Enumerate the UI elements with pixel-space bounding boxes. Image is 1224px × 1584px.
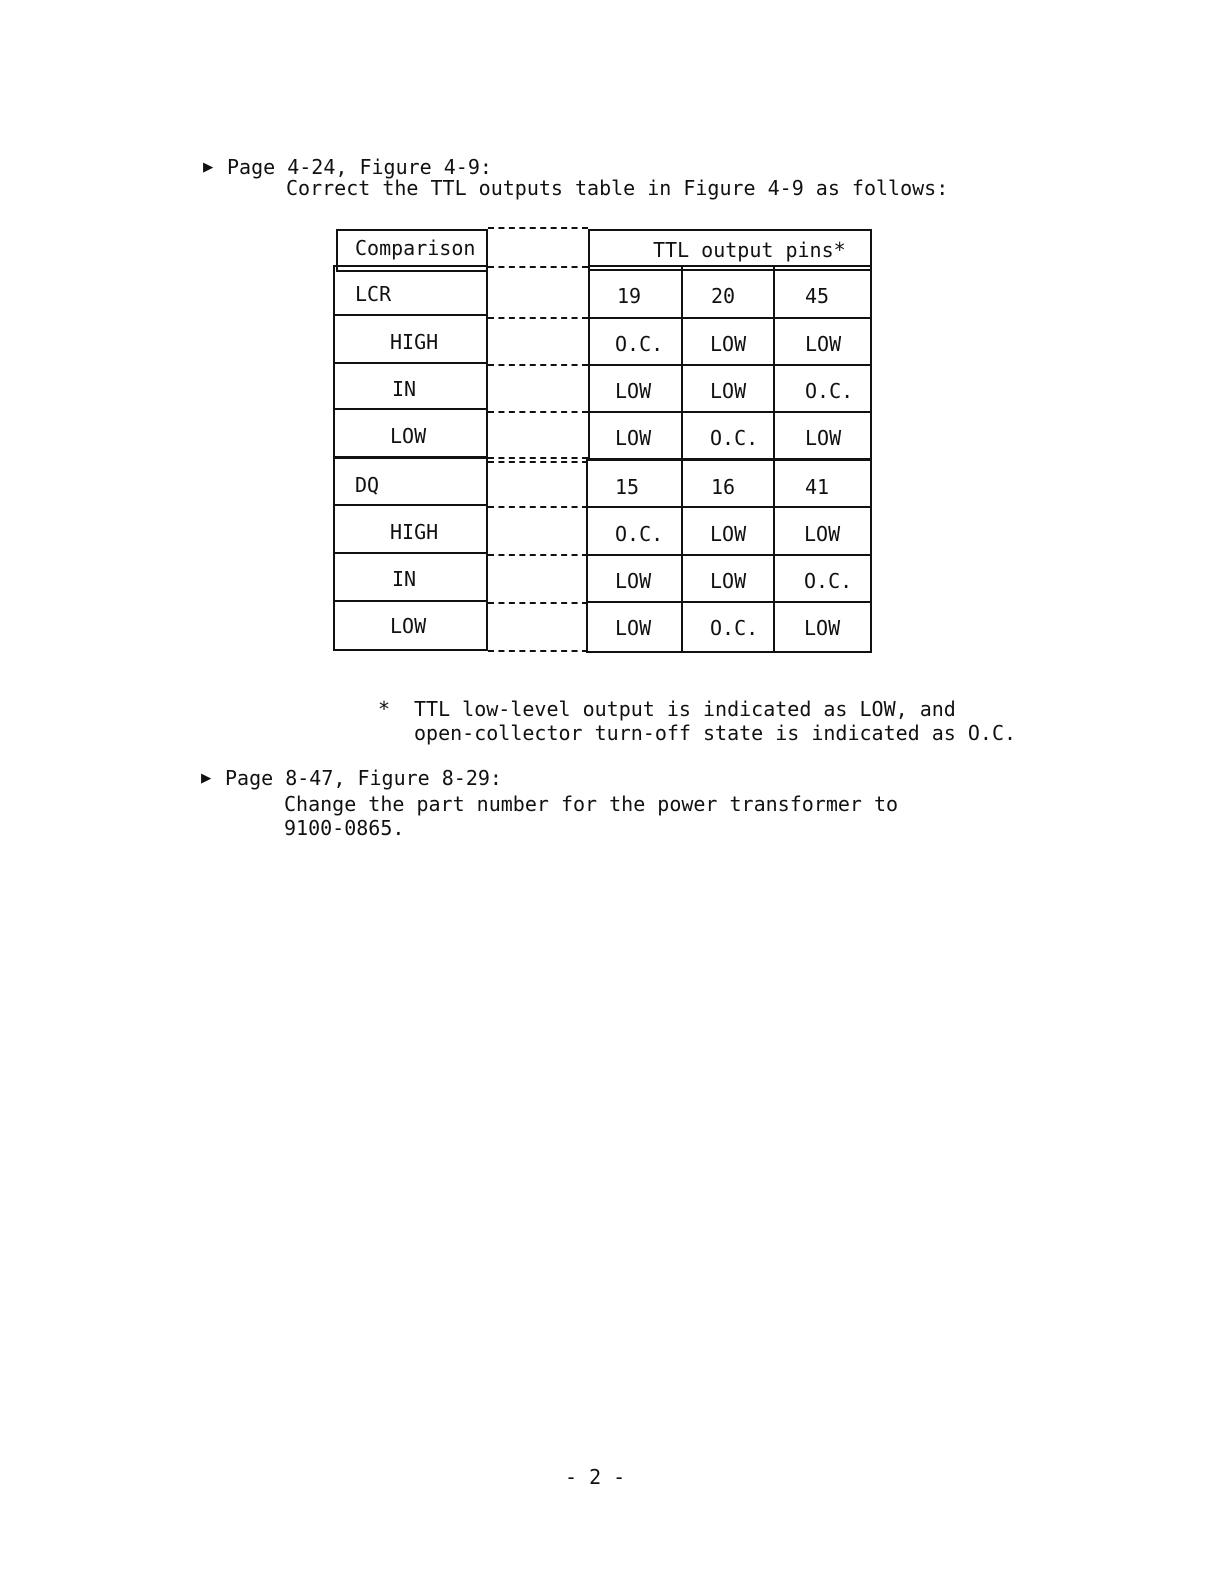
pin-number: 15 xyxy=(615,475,640,499)
table-cell: O.C. xyxy=(615,522,664,546)
table-cell: LOW xyxy=(710,379,747,403)
row-label: HIGH xyxy=(390,330,439,354)
footnote-line-2: open-collector turn-off state is indicated as O.C. xyxy=(414,721,1017,745)
footnote-star: * xyxy=(378,697,391,721)
table-cell: LOW xyxy=(804,616,841,640)
ttl-outputs-table xyxy=(333,224,873,658)
table-cell: LOW xyxy=(710,332,747,356)
pin-number: 16 xyxy=(711,475,736,499)
table-cell: O.C. xyxy=(615,332,664,356)
arrow-marker-icon: ▶ xyxy=(201,768,212,788)
item1-instruction: Correct the TTL outputs table in Figure 4-9 as follows: xyxy=(286,176,949,200)
table-cell: LOW xyxy=(615,379,652,403)
table-cell: LOW xyxy=(615,569,652,593)
page-number: - 2 - xyxy=(565,1465,626,1489)
ttl-output-pins-header: TTL output pins* xyxy=(653,238,846,262)
pin-number: 41 xyxy=(805,475,830,499)
pin-number: 20 xyxy=(711,284,736,308)
row-label: IN xyxy=(392,567,417,591)
item2-instruction-line-1: Change the part number for the power transformer to xyxy=(284,792,899,816)
table-cell: LOW xyxy=(710,522,747,546)
table-cell: O.C. xyxy=(710,426,759,450)
table-cell: LOW xyxy=(804,522,841,546)
group-name-dq: DQ xyxy=(355,473,380,497)
item2-page-reference: Page 8-47, Figure 8-29: xyxy=(225,766,502,790)
group-name-lcr: LCR xyxy=(355,282,392,306)
table-cell: O.C. xyxy=(805,379,854,403)
footnote-line-1: TTL low-level output is indicated as LOW, and xyxy=(414,697,956,721)
pin-number: 19 xyxy=(617,284,642,308)
pin-number: 45 xyxy=(805,284,830,308)
item2-instruction-line-2: 9100-0865. xyxy=(284,816,405,840)
row-label: LOW xyxy=(390,614,427,638)
comparison-header: Comparison xyxy=(355,236,476,260)
table-cell: LOW xyxy=(615,426,652,450)
row-label: IN xyxy=(392,377,417,401)
row-label: LOW xyxy=(390,424,427,448)
arrow-marker-icon: ▶ xyxy=(203,157,214,177)
table-cell: LOW xyxy=(615,616,652,640)
table-cell: LOW xyxy=(805,332,842,356)
table-cell: LOW xyxy=(805,426,842,450)
table-cell: O.C. xyxy=(804,569,853,593)
row-label: HIGH xyxy=(390,520,439,544)
item1-page-reference: Page 4-24, Figure 4-9: xyxy=(227,155,492,179)
table-cell: LOW xyxy=(710,569,747,593)
table-cell: O.C. xyxy=(710,616,759,640)
